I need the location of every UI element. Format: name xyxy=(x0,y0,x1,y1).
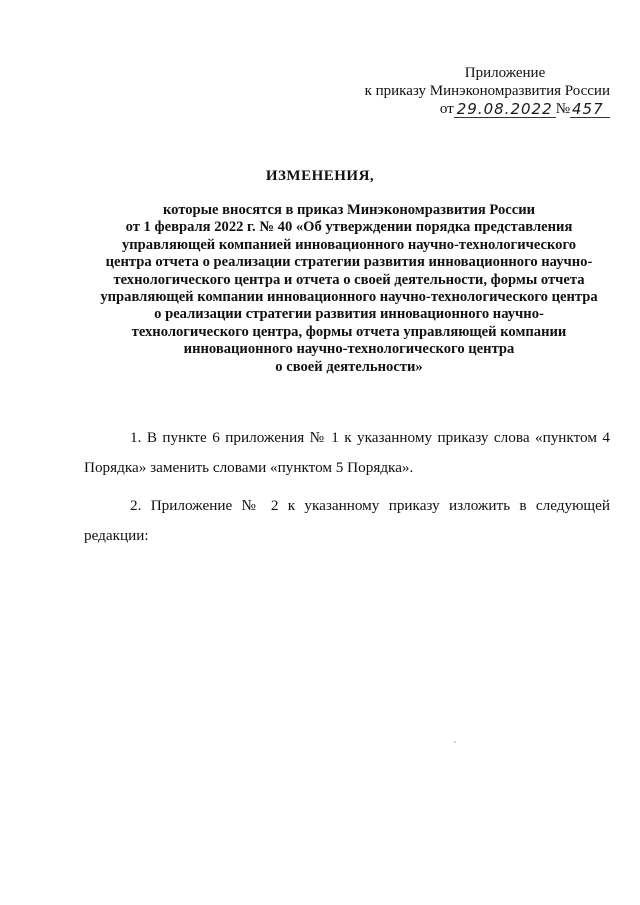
paragraph-1 xyxy=(84,423,610,453)
subtitle-line: инновационного научно-технологического центра xyxy=(183,341,515,358)
appendix-label: Приложение xyxy=(464,65,546,81)
subtitle-line: центра отчета о реализации стратегии развития инновационного научно- xyxy=(105,254,593,271)
handwritten-number: 457 xyxy=(570,101,610,118)
paragraph-2 xyxy=(84,491,610,521)
document-title: ИЗМЕНЕНИЯ, xyxy=(265,168,375,184)
handwritten-date: 29.08.2022 xyxy=(454,101,556,118)
subtitle-line: которые вносятся в приказ Минэкономразвития России xyxy=(162,202,536,218)
subtitle-line: технологического центра и отчета о своей деятельности, формы отчета xyxy=(113,271,585,288)
from-label: от xyxy=(439,101,454,117)
appendix-order-ref: к приказу Минэкономразвития России xyxy=(364,83,610,99)
appendix-order-date-number xyxy=(340,100,610,118)
number-label: № xyxy=(555,101,570,117)
document-subtitle xyxy=(84,202,614,376)
paragraph-2-line-1: 2. Приложение № 2 к указанному приказу изложить в следующей xyxy=(130,497,610,514)
document-body xyxy=(84,423,610,551)
subtitle-line: от 1 февраля 2022 г. № 40 «Об утверждении порядка представления xyxy=(125,219,573,236)
paragraph-2-line-2: редакции: xyxy=(84,527,149,544)
subtitle-line: управляющей компанией инновационного научно-технологического xyxy=(121,236,577,253)
paragraph-1-line-1: 1. В пункте 6 приложения № 1 к указанному приказу слова «пунктом 4 xyxy=(130,429,610,446)
subtitle-line: управляющей компании инновационного научно-технологического центра xyxy=(100,289,598,306)
subtitle-line: о своей деятельности» xyxy=(275,358,423,375)
scan-speck xyxy=(454,741,456,743)
appendix-header xyxy=(340,64,610,118)
subtitle-line: технологического центра, формы отчета управляющей компании xyxy=(131,323,567,340)
paragraph-1-line-2: Порядка» заменить словами «пунктом 5 Порядка». xyxy=(84,459,414,476)
subtitle-line: о реализации стратегии развития инновационного научно- xyxy=(154,306,544,323)
